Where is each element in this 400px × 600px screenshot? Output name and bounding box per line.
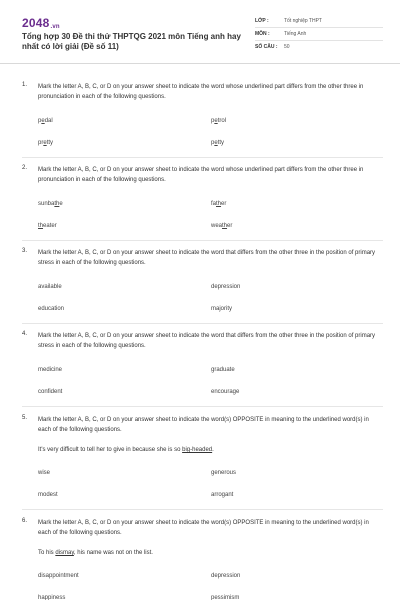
option-c[interactable]: modest: [38, 492, 58, 498]
meta-value: Tốt nghiệp THPT: [284, 18, 322, 24]
option-b[interactable]: petrol: [211, 118, 227, 124]
meta-grade: [255, 16, 383, 28]
option-c[interactable]: theater: [38, 223, 57, 229]
option-c[interactable]: confident: [38, 389, 63, 395]
question-divider: [22, 509, 383, 510]
option-b[interactable]: generous: [211, 470, 237, 476]
meta-label: SỐ CÂU :: [255, 44, 278, 50]
option-c[interactable]: education: [38, 306, 65, 312]
site-logo[interactable]: 2048.vn: [22, 16, 60, 30]
option-b[interactable]: depression: [211, 573, 241, 579]
option-d[interactable]: arrogant: [211, 492, 234, 498]
question-number: 5.: [22, 415, 28, 421]
option-a[interactable]: medicine: [38, 367, 63, 373]
question-number: 6.: [22, 518, 28, 524]
option-a[interactable]: disappointment: [38, 573, 79, 579]
question-divider: [22, 323, 383, 324]
document-title: Tổng hợp 30 Đề thi thử THPTQG 2021 môn Tiếng anh hay nhất có lời giải (Đề số 11): [22, 32, 241, 51]
question-sentence: To his dismay, his name was not on the list.: [38, 550, 153, 556]
meta-label: MÔN :: [255, 31, 270, 37]
question-number: 3.: [22, 248, 28, 254]
option-b[interactable]: graduate: [211, 367, 235, 373]
option-b[interactable]: father: [211, 201, 227, 207]
question-number: 1.: [22, 82, 28, 88]
question-divider: [22, 406, 383, 407]
option-c[interactable]: happiness: [38, 595, 66, 600]
option-d[interactable]: pessimism: [211, 595, 240, 600]
question-number: 4.: [22, 331, 28, 337]
meta-value: Tiếng Anh: [284, 31, 307, 37]
option-a[interactable]: pedal: [38, 118, 53, 124]
option-a[interactable]: available: [38, 284, 62, 290]
option-d[interactable]: petty: [211, 140, 225, 146]
question-sentence: It's very difficult to tell her to give in because she is so big-headed.: [38, 447, 214, 453]
page-header: [0, 0, 400, 64]
question-prompt: Mark the letter A, B, C, or D on your answer sheet to indicate the word whose underlined part differs from the other three in pronunciation in each of the following questions.: [38, 167, 364, 183]
option-b[interactable]: depression: [211, 284, 241, 290]
option-d[interactable]: weather: [211, 223, 233, 229]
question-prompt: Mark the letter A, B, C, or D on your answer sheet to indicate the word whose underlined part differs from the other three in pronunciation in each of the following questions.: [38, 84, 364, 100]
option-a[interactable]: sunbathe: [38, 201, 63, 207]
meta-subject: [255, 29, 383, 41]
question-prompt: Mark the letter A, B, C, or D on your answer sheet to indicate the word(s) OPPOSITE in meaning to the underlined word(s) in each of the following questions.: [38, 417, 369, 433]
meta-question-count: [255, 42, 383, 54]
option-a[interactable]: wise: [38, 470, 51, 476]
meta-value: 50: [284, 44, 290, 50]
question-divider: [22, 240, 383, 241]
question-prompt: Mark the letter A, B, C, or D on your answer sheet to indicate the word(s) OPPOSITE in meaning to the underlined word(s) in each of the following questions.: [38, 520, 369, 536]
question-number: 2.: [22, 165, 28, 171]
option-c[interactable]: pretty: [38, 140, 54, 146]
question-divider: [22, 157, 383, 158]
option-d[interactable]: encourage: [211, 389, 240, 395]
question-prompt: Mark the letter A, B, C, or D on your answer sheet to indicate the word that differs from the other three in the position of primary stress in each of the following questions.: [38, 250, 376, 266]
option-d[interactable]: majority: [211, 306, 233, 312]
question-prompt: Mark the letter A, B, C, or D on your answer sheet to indicate the word that differs from the other three in the position of primary stress in each of the following questions.: [38, 333, 376, 349]
meta-label: LỚP :: [255, 18, 269, 24]
